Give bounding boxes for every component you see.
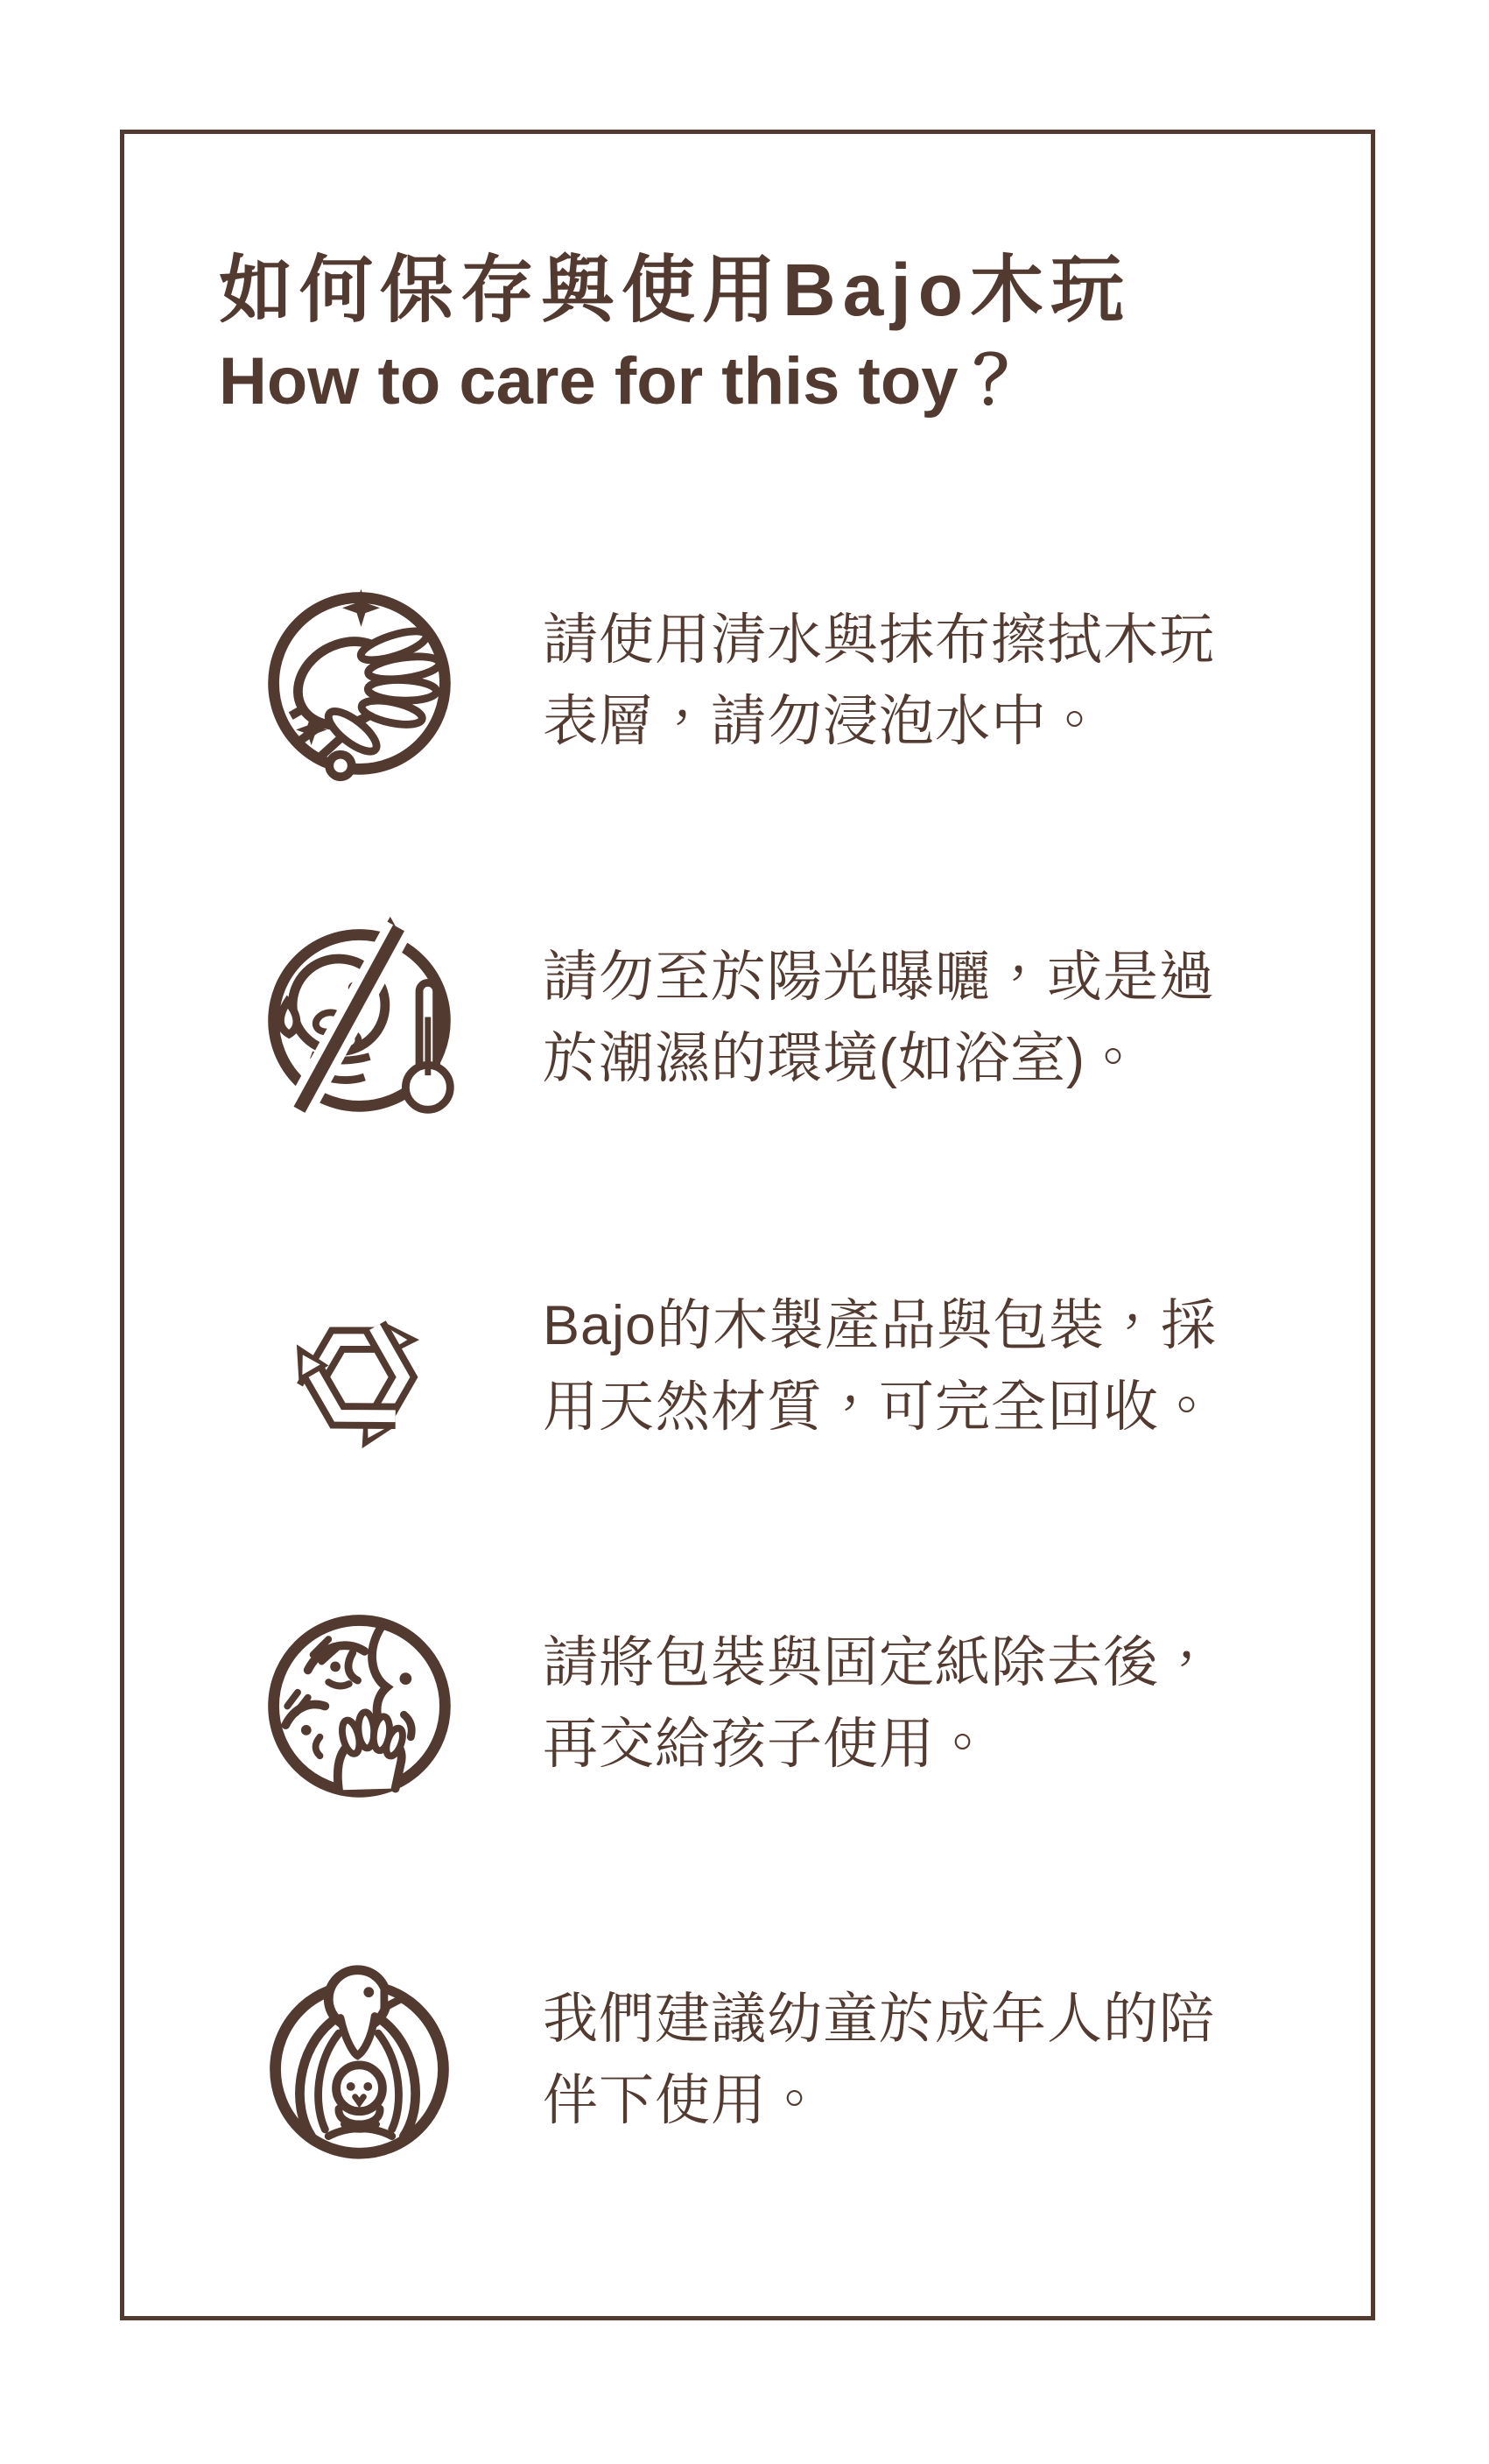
- care-text-line: 於潮濕的環境(如浴室)。: [543, 1028, 1141, 1089]
- care-row-wipe-clean: [256, 559, 1359, 804]
- care-row-no-sun: [256, 896, 1359, 1141]
- care-text-line: Bajo的木製產品與包裝，採: [543, 1295, 1218, 1356]
- care-text: [543, 600, 1215, 763]
- page-title-zh: 如何保存與使用Bajo木玩: [219, 249, 1132, 331]
- care-text-line: 伴下使用。: [543, 2070, 823, 2131]
- care-text-line: 表層，請勿浸泡水中。: [543, 691, 1103, 752]
- remove-packaging-icon: [256, 1581, 462, 1827]
- care-text-line: 請勿至於陽光曝曬，或是過: [543, 947, 1215, 1008]
- care-text: [543, 1623, 1215, 1785]
- care-text-line: 我們建議幼童於成年人的陪: [543, 1989, 1215, 2050]
- care-text-line: 請使用清水與抹布擦拭木玩: [543, 609, 1215, 671]
- care-row-recyclable: [256, 1244, 1359, 1489]
- no-sun-no-humidity-icon: [256, 896, 462, 1141]
- recyclable-icon: [256, 1244, 462, 1489]
- care-text: [543, 1285, 1217, 1448]
- page-title: [219, 248, 1287, 418]
- care-text-line: 請將包裝與固定紙除去後，: [543, 1632, 1215, 1693]
- care-card-frame: [120, 130, 1375, 2320]
- care-text-line: 再交給孩子使用。: [543, 1714, 991, 1775]
- page-title-en: How to care for this toy？: [219, 343, 1025, 419]
- care-row-remove-packaging: [256, 1581, 1359, 1827]
- care-row-adult-supervision: [256, 1938, 1359, 2183]
- care-text-line: 用天然材質，可完全回收。: [543, 1376, 1215, 1438]
- wipe-clean-icon: [256, 559, 462, 804]
- care-text: [543, 1979, 1215, 2142]
- adult-supervision-icon: [256, 1938, 462, 2183]
- care-text: [543, 937, 1215, 1100]
